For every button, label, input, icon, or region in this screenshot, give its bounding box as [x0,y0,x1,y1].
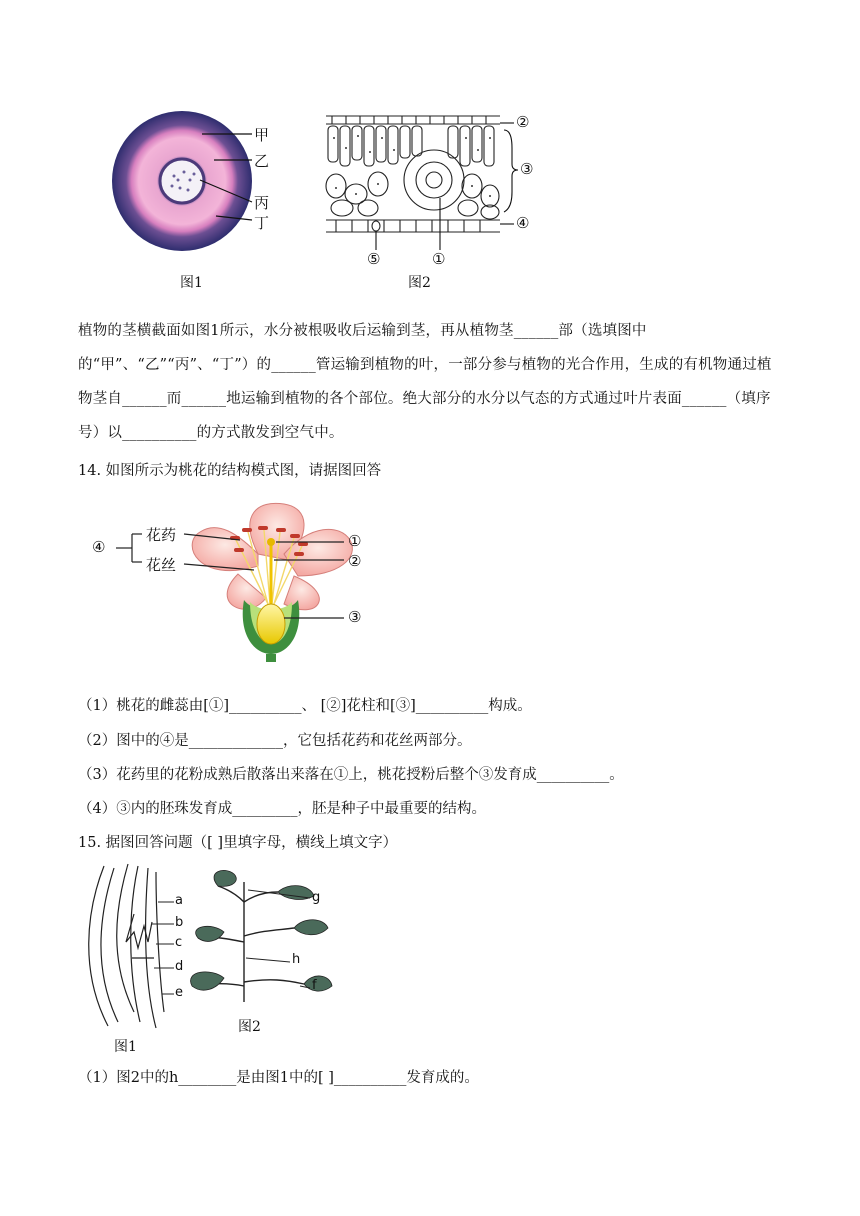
bud-label-d: d [175,959,184,974]
bud-label-c: c [175,935,183,950]
fig2-label-1: ① [432,250,446,268]
fig2-label-4: ④ [516,214,530,232]
flower-label-3: ③ [348,608,362,626]
figure-2-caption: 图2 [408,275,431,291]
q14-item-3: （3）花药里的花粉成熟后散落出来落在①上，桃花授粉后整个③发育成__________。 [78,767,624,783]
question-15-title: 15. 据图回答问题（[ ]里填字母，横线上填文字） [78,835,398,851]
question-13-text: 植物的茎横截面如图1所示，水分被根吸收后运输到茎，再从植物茎______部（选填图中的“甲”、“乙”“丙”、“丁”）的______管运输到植物的叶，一部分参与植物的光合作用，生成的有机物通过植物茎自______而______地运输到植物的各个部位。绝大部分的水分以气态的方式通过叶片表面______（填序号）以__________的方式散发到空气中。 [78,323,772,441]
flower-label-1: ① [348,532,362,550]
q14-item-2: （2）图中的④是_____________，它包括花药和花丝两部分。 [78,733,472,749]
fig1-label-ding: 丁 [254,214,270,232]
bud-label-b: b [175,915,184,930]
fig1-label-jia: 甲 [254,126,270,144]
fig1-label-yi: 乙 [254,152,270,170]
flower-label-2: ② [348,552,362,570]
figure-1-stem-cross-section [104,108,304,258]
figure-2-leaf-cross-section [322,108,542,268]
q14-item-4: （4）③内的胚珠发育成_________，胚是种子中最重要的结构。 [78,801,486,817]
bud-label-e: e [175,985,183,1000]
q15-figure-2-caption: 图2 [238,1019,261,1035]
q15-figure-1-caption: 图1 [114,1039,137,1055]
flower-label-4: ④ [92,538,106,556]
q15-item-1: （1）图2中的h________是由图1中的[ ]__________发育成的。 [78,1070,479,1086]
bud-and-stem-diagram [74,862,334,1052]
stem-label-g: g [312,890,321,905]
stem-label-h: h [292,952,301,967]
flower-label-filament: 花丝 [146,556,177,574]
flower-label-anther: 花药 [146,526,177,544]
q14-item-1: （1）桃花的雌蕊由[①]__________、 [②]花柱和[③]__________构成。 [78,698,532,714]
fig1-label-bing: 丙 [254,194,270,212]
stem-label-f: f [312,978,317,993]
fig2-label-3: ③ [520,160,534,178]
figure-1-caption: 图1 [180,275,203,291]
bud-label-a: a [175,893,183,908]
question-14-title: 14. 如图所示为桃花的结构模式图，请据图回答 [78,463,382,479]
fig2-label-2: ② [516,113,530,131]
fig2-label-5: ⑤ [367,250,381,268]
peach-flower-diagram [88,494,378,664]
